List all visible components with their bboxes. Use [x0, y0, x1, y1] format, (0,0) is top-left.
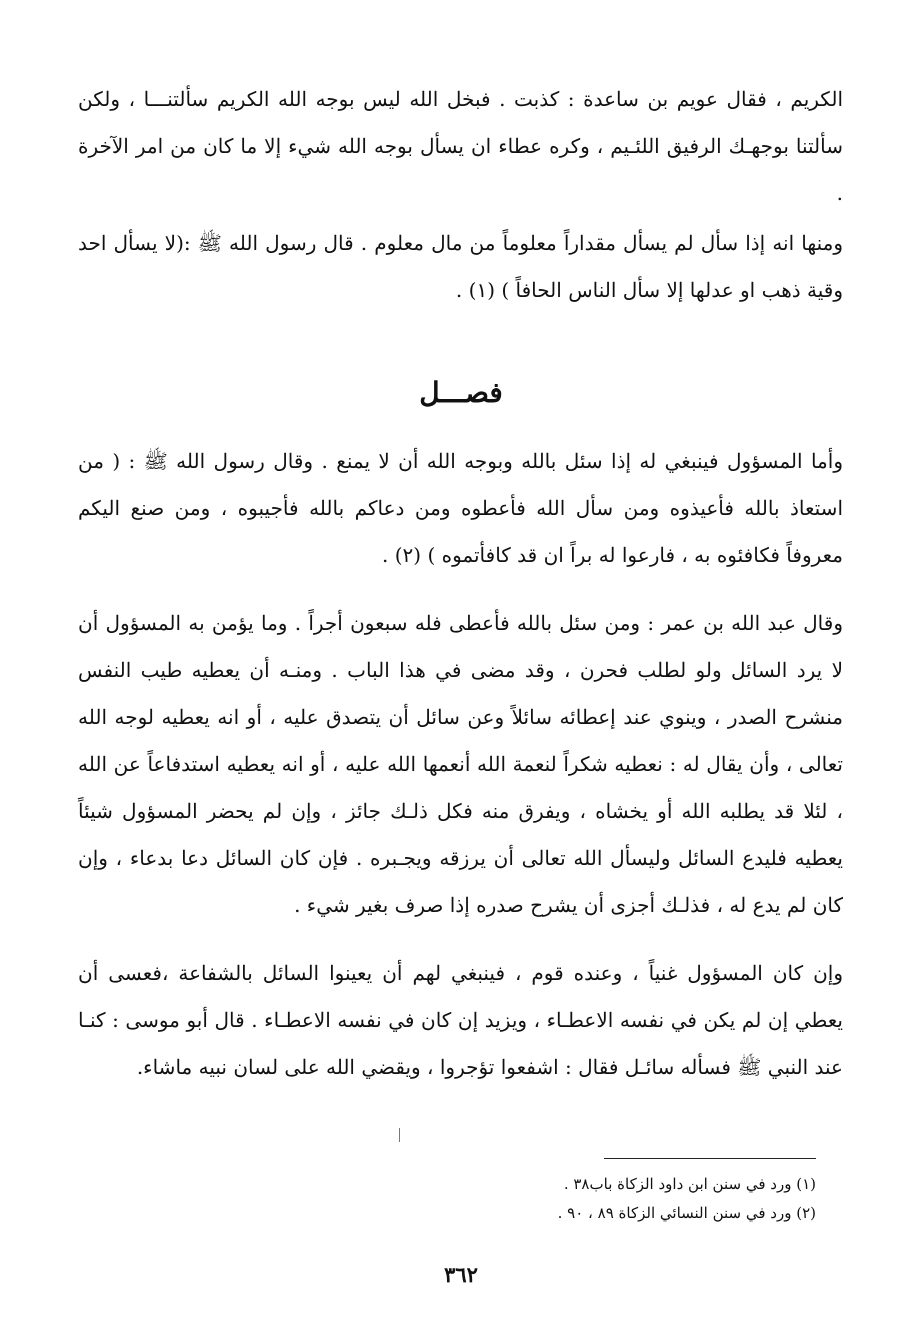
footnote-separator — [604, 1158, 816, 1159]
paragraph: ومنها انه إذا سأل لم يسأل مقداراً معلوماً من مال معلوم . قال رسول الله ﷺ :(لا يسأل احد وقية ذهب او عدلها إلا سأل الناس الحافاً ) (١) . — [78, 231, 843, 302]
paragraph: وقال عبد الله بن عمر : ومن سئل بالله فأعطى فله سبعون أجراً . وما يؤمن به المسؤول أن لا يرد السائل ولو لطلب فحرن ، وقد مضى في هذا الباب . ومنـه أن يعطيه طيب النفس منشرح الصدر ، وينوي عند إعطائه سائلاً وعن سائل أن يتصدق عليه ، أو انه يعطيه لوجه الله تعالى ، وأن يقال له : نعطيه شكراً لنعمة الله أنعمها الله عليه ، أو انه يعطيه استدفاعاً عن الله ، لئلا قد يطلبه الله أو يخشاه ، ويفرق منه فكل ذلـك جائز ، وإن لم يحضر المسؤول شيئاً يعطيه فليدع السائل وليسأل الله تعالى أن يرزقه ويجـبره . فإن كان السائل دعا بدعاء ، وإن كان لم يدع له ، فذلـك أجزى أن يشرح صدره إذا صرف بغير شيء . — [78, 611, 843, 917]
paragraph: وأما المسؤول فينبغي له إذا سئل بالله وبوجه الله أن لا يمنع . وقال رسول الله ﷺ : ( من استعاذ بالله فأعيذوه ومن سأل الله فأعطوه ومن دعاكم بالله فأجيبوه ، ومن صنع اليكم معروفاً فكافئوه به ، فارعوا له براً ان قد كافأتموه ) (٢) . — [78, 449, 843, 567]
page-number: ٣٦٢ — [444, 1262, 478, 1287]
stray-mark — [399, 1128, 400, 1142]
footnote: (٢) ورد في سنن النسائي الزكاة ٨٩ ، ٩٠ . — [557, 1204, 816, 1222]
paragraph: الكريم ، فقال عويم بن ساعدة : كذبت . فبخل الله ليس بوجه الله الكريم سألتنـــا ، ولكن سألتنا بوجهـك الرفيق اللئـيم ، وكره عطاء ان يسأل بوجه الله شيء إلا ما كان من امر الآخرة . — [78, 87, 843, 205]
footnotes — [396, 1170, 816, 1228]
paragraph: وإن كان المسؤول غنياً ، وعنده قوم ، فينبغي لهم أن يعينوا السائل بالشفاعة ،فعسى أن يعطي إن لم يكن في نفسه الاعطـاء ، ويزيد إن كان في نفسه الاعطـاء . قال أبو موسى : كنـا عند النبي ﷺ فسأله سائـل فقال : اشفعوا تؤجروا ، ويقضي الله على لسان نبيه ماشاء. — [78, 961, 843, 1079]
footnote: (١) ورد في سنن ابن داود الزكاة باب٣٨ . — [563, 1175, 816, 1193]
section-heading: فصـــل — [419, 376, 503, 409]
